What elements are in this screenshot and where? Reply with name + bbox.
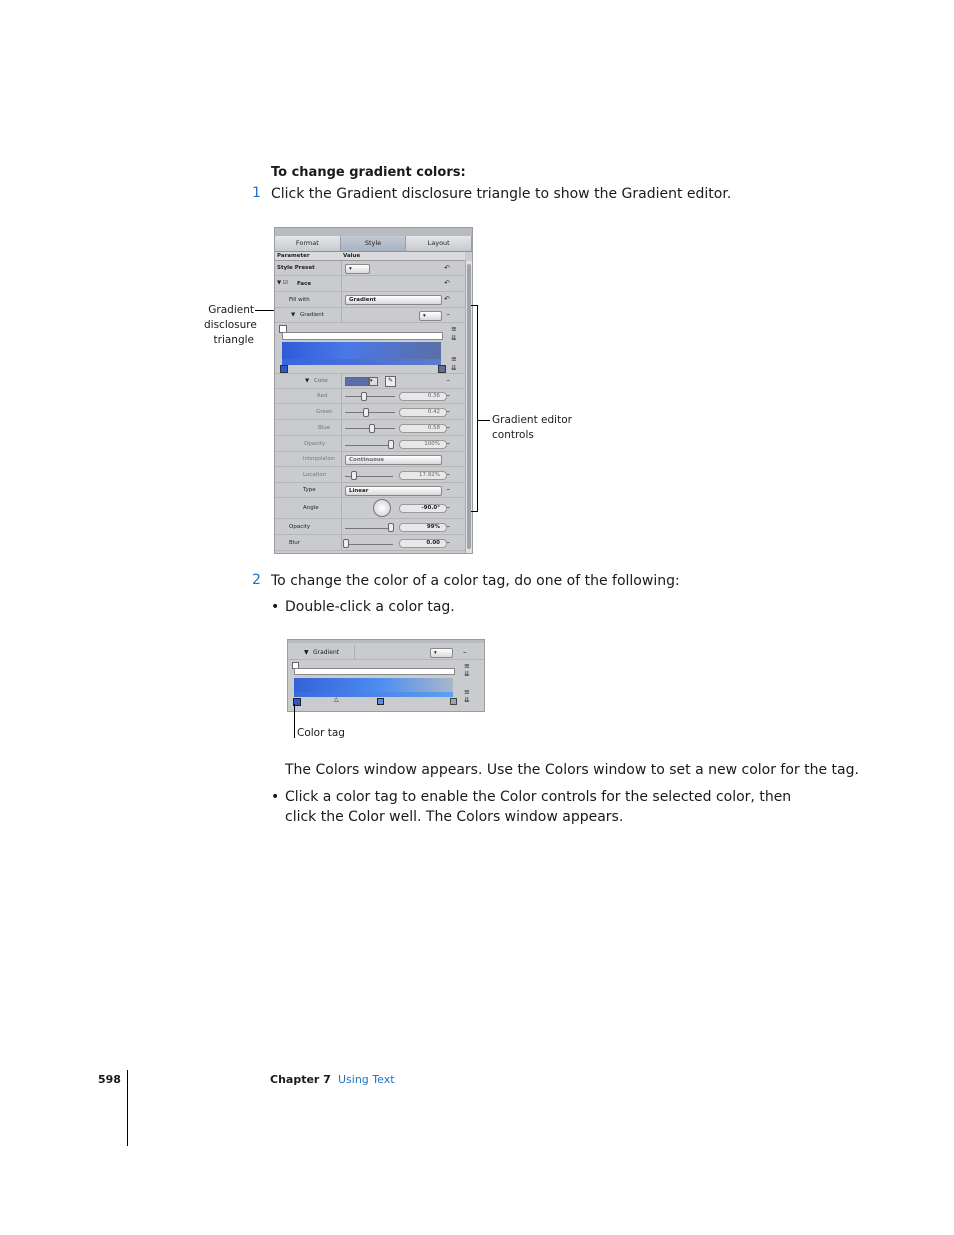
gradient-menu-icon[interactable]: ⇊ (451, 364, 457, 372)
color-tag[interactable] (450, 698, 457, 705)
step-text-1: Click the Gradient disclosure triangle to show the Gradient editor. (271, 186, 732, 202)
green-label: Green (316, 409, 333, 415)
gradient-menu-icon[interactable]: ≡ (451, 355, 457, 363)
face-row (275, 276, 465, 292)
type-label: Type (303, 487, 316, 493)
opacity-bar[interactable] (282, 332, 443, 340)
opacity-label: Opacity (289, 524, 311, 530)
gradient-editor-panel (287, 639, 485, 712)
color-opacity-slider-knob[interactable] (388, 440, 394, 449)
angle-row (275, 498, 465, 519)
green-slider[interactable] (345, 412, 395, 413)
step-number-2: 2 (252, 572, 261, 588)
minus-icon[interactable]: – (446, 407, 450, 415)
angle-value-field[interactable]: -90.0° (399, 504, 447, 513)
red-row (275, 388, 465, 404)
reset-icon[interactable]: ↶ (444, 264, 450, 272)
style-preset-popup[interactable]: ▾ (345, 264, 370, 274)
gradient-row (288, 645, 484, 660)
reset-icon[interactable]: ↶ (444, 295, 450, 303)
bullet-icon: • (271, 599, 280, 615)
style-preset-label: Style Preset (277, 265, 315, 271)
green-value-field[interactable]: 0.42 (399, 408, 447, 417)
color-triangle-icon[interactable]: ▼ (305, 378, 310, 384)
procedure-heading: To change gradient colors: (271, 165, 466, 180)
opacity-slider[interactable] (345, 528, 393, 529)
minus-icon[interactable]: – (463, 648, 467, 656)
callout-gradient-triangle (204, 303, 257, 348)
blur-slider[interactable] (345, 544, 393, 545)
gradient-preset-popup[interactable]: ▾ (430, 648, 453, 658)
color-label: Color (314, 378, 329, 384)
type-row (275, 483, 465, 498)
eyedropper-icon[interactable]: ✎ (385, 376, 396, 387)
gradient-label: Gradient (300, 312, 324, 318)
callout-line: Gradient (208, 304, 254, 316)
minus-icon[interactable]: – (446, 376, 450, 384)
interpolation-row (275, 452, 465, 467)
paragraph-text: The Colors window appears. Use the Colors window to set a new color for the tag. (285, 762, 859, 778)
bracket-vertical (477, 305, 478, 512)
callout-line: Gradient editor (492, 414, 572, 426)
bullet-text-2: Click a color tag to enable the Color controls for the selected color, then click the Color well. The Colors window appears. (285, 789, 792, 825)
gradient-bar[interactable] (294, 678, 453, 692)
tab-style[interactable]: Style (341, 236, 407, 251)
bullet-text-1: Double-click a color tag. (285, 599, 455, 615)
footer-divider (127, 1070, 128, 1146)
green-slider-knob[interactable] (363, 408, 369, 417)
gradient-menu-icon[interactable]: ≡ (451, 325, 457, 333)
callout-color-tag: Color tag (297, 727, 345, 739)
minus-icon[interactable]: – (446, 423, 450, 431)
color-tag[interactable] (280, 365, 288, 373)
color-row (275, 373, 465, 389)
tab-format[interactable]: Format (275, 236, 341, 251)
red-label: Red (317, 393, 328, 399)
location-row (275, 467, 465, 483)
minus-icon[interactable]: – (446, 503, 450, 511)
red-slider-knob[interactable] (361, 392, 367, 401)
blur-label: Blur (289, 540, 301, 546)
gradient-bar[interactable] (282, 342, 441, 359)
step-number-1: 1 (252, 185, 261, 201)
gradient-menu-icon[interactable]: ⇊ (464, 696, 470, 704)
type-popup[interactable]: Linear (345, 486, 442, 496)
gradient-menu-icon[interactable]: ≡ (464, 662, 470, 670)
callout-line: triangle (213, 334, 254, 346)
opacity-row (275, 519, 465, 535)
green-row (275, 404, 465, 420)
face-label: Face (297, 281, 312, 287)
color-opacity-row (275, 436, 465, 452)
bracket-bottom (471, 511, 478, 512)
minus-icon[interactable]: – (446, 439, 450, 447)
minus-icon[interactable]: – (446, 391, 450, 399)
scrollbar-thumb[interactable] (467, 264, 471, 549)
blur-slider-knob[interactable] (343, 539, 349, 548)
color-tag[interactable] (438, 365, 446, 373)
fill-with-row (275, 292, 465, 308)
blue-label: Blue (318, 425, 331, 431)
fill-with-popup[interactable]: Gradient (345, 295, 442, 305)
midpoint-icon[interactable]: △ (334, 696, 339, 703)
style-preset-row (275, 261, 465, 276)
chapter-label: Chapter 7 (270, 1073, 331, 1086)
color-tag[interactable] (377, 698, 384, 705)
gradient-color-bar[interactable] (294, 692, 453, 697)
red-slider[interactable] (345, 396, 395, 397)
fill-with-label: Fill with (289, 297, 310, 303)
opacity-value-field[interactable]: 99% (399, 523, 447, 532)
angle-label: Angle (303, 505, 319, 511)
location-value-field[interactable]: 17.92% (399, 471, 447, 480)
color-opacity-slider[interactable] (345, 445, 393, 446)
tab-layout[interactable]: Layout (406, 236, 472, 251)
blue-row (275, 420, 465, 436)
callout-leader-line (294, 704, 295, 738)
inspector-tabs (275, 236, 472, 252)
gradient-disclosure-triangle-icon[interactable]: ▼ (291, 312, 296, 318)
gradient-menu-icon[interactable]: ≡ (464, 688, 470, 696)
interpolation-label: Interpolation (303, 456, 335, 462)
color-well[interactable] (345, 377, 369, 386)
minus-icon[interactable]: – (446, 310, 450, 318)
step-text-2: To change the color of a color tag, do one of the following: (271, 573, 680, 589)
red-value-field[interactable]: 0.36 (399, 392, 447, 401)
color-well-dropdown-icon[interactable]: ▾ (369, 377, 378, 386)
minus-icon[interactable]: – (446, 470, 450, 478)
opacity-slider-knob[interactable] (388, 523, 394, 532)
blue-slider-knob[interactable] (369, 424, 375, 433)
blur-row (275, 535, 465, 551)
value-column-label: Value (343, 253, 361, 259)
gradient-menu-icon[interactable]: ⇊ (451, 334, 457, 342)
gradient-disclosure-triangle-icon[interactable]: ▼ (304, 649, 309, 656)
reset-icon[interactable]: ↶ (444, 279, 450, 287)
blur-value-field[interactable]: 0.00 (399, 539, 447, 548)
bullet-icon: • (271, 789, 280, 805)
callout-gradient-editor (492, 413, 572, 443)
minus-icon[interactable]: – (446, 522, 450, 530)
parameter-header (275, 252, 465, 261)
minus-icon[interactable]: – (446, 485, 450, 493)
panel-top-edge (288, 640, 484, 643)
face-triangle-icon[interactable]: ▼ ☑ (277, 280, 288, 286)
inspector-panel (274, 227, 473, 554)
gradient-menu-icon[interactable]: ⇊ (464, 670, 470, 678)
opacity-bar[interactable] (294, 668, 455, 675)
interpolation-popup[interactable]: Continuous (345, 455, 442, 465)
color-opacity-label: Opacity (304, 441, 326, 447)
color-opacity-value-field[interactable]: 100% (399, 440, 447, 449)
blue-value-field[interactable]: 0.58 (399, 424, 447, 433)
location-slider-knob[interactable] (351, 471, 357, 480)
angle-dial[interactable] (373, 499, 391, 517)
gradient-row (275, 308, 465, 323)
gradient-color-bar[interactable] (282, 359, 441, 365)
parameter-column-label: Parameter (277, 253, 310, 259)
page-number: 598 (98, 1073, 121, 1086)
minus-icon[interactable]: – (446, 538, 450, 546)
callout-line: disclosure (204, 319, 257, 331)
gradient-label: Gradient (313, 649, 340, 656)
callout-leader-line (477, 420, 490, 421)
callout-line: controls (492, 429, 534, 441)
location-label: Location (303, 472, 327, 478)
gradient-preset-popup[interactable]: ▾ (419, 311, 442, 321)
chapter-title-link[interactable]: Using Text (338, 1073, 395, 1086)
